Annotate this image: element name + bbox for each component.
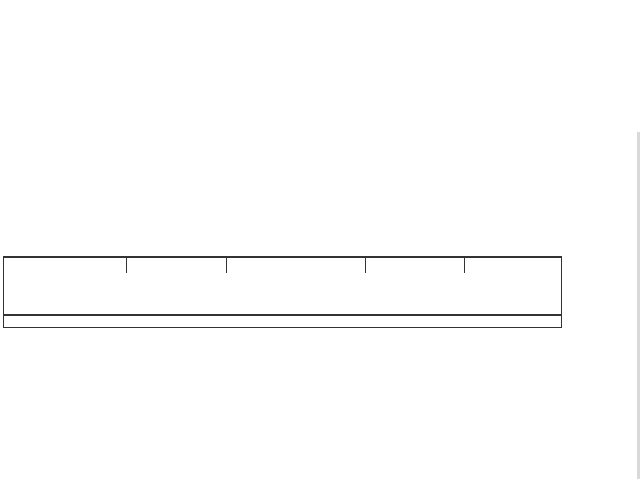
table-spacer-row: [3, 314, 562, 328]
header-area: [365, 258, 464, 273]
header-nome: [226, 258, 365, 273]
table-header-box: [3, 256, 562, 316]
header-reparto: [4, 258, 126, 273]
column-headers: [4, 257, 561, 273]
header-occupazione: [464, 258, 561, 273]
header-numero: [126, 258, 226, 273]
